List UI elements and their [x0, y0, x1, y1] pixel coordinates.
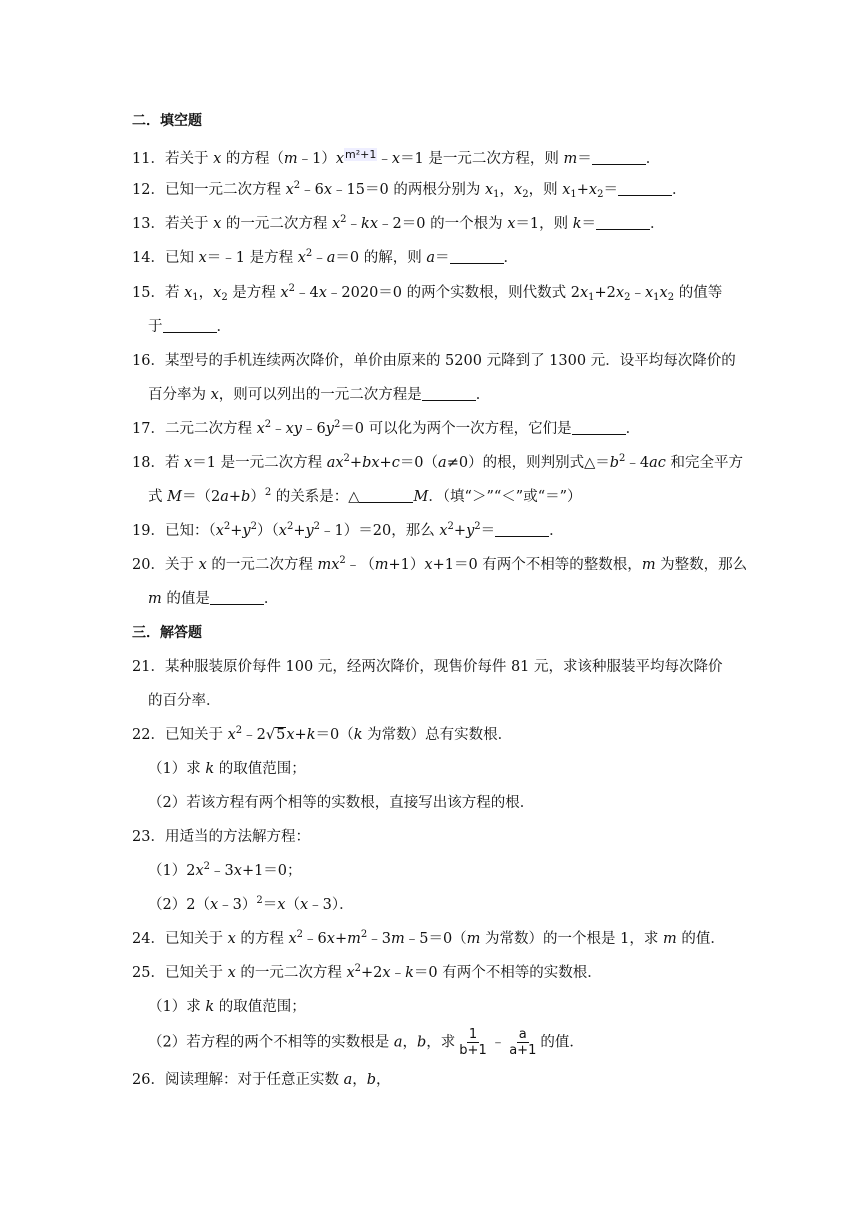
text-segment: 16． [132, 353, 165, 369]
text-segment: 式 [148, 489, 168, 505]
text-segment: 若关于 [164, 216, 214, 232]
text-segment: x [233, 863, 242, 879]
text-segment: 阅读理解：对于任意正实数 [164, 1072, 344, 1088]
text-segment: 的取值范围； [214, 999, 306, 1015]
answer-blank [359, 488, 413, 503]
question-16-cont [148, 385, 490, 405]
text-segment: m [563, 151, 578, 167]
text-segment: + [379, 455, 392, 471]
text-segment: 21． [132, 659, 165, 675]
text-segment: 已知：（ [164, 523, 216, 539]
text-segment: k [306, 727, 316, 743]
text-segment: 1 [192, 292, 199, 303]
text-segment: m [347, 931, 361, 947]
text-segment: +1＝0； [241, 863, 302, 879]
text-segment: y [305, 523, 314, 539]
text-segment: ＝（2 [181, 489, 221, 505]
text-segment: x [213, 151, 222, 167]
text-segment: x [297, 250, 306, 266]
text-segment: 2 [474, 521, 481, 532]
section-title-fill-in [132, 111, 202, 131]
text-segment: k [361, 216, 370, 232]
text-segment: + [230, 523, 243, 539]
text-segment: （1）2 [148, 863, 196, 879]
question-20 [132, 555, 747, 575]
text-segment: + [294, 727, 307, 743]
question-11 [132, 145, 660, 169]
answer-blank [450, 249, 504, 264]
text-segment: y [242, 523, 251, 539]
text-segment: 百分率为 [148, 387, 211, 403]
text-segment: （2）若方程的两个不相等的实数根是 [148, 1034, 394, 1051]
text-segment: bx [362, 455, 380, 471]
text-segment: x [331, 216, 341, 232]
text-segment: m [148, 591, 162, 607]
question-23-part-1 [148, 861, 302, 881]
text-segment: k [405, 965, 414, 981]
text-segment: x [507, 216, 516, 232]
text-segment: 1 [468, 1027, 478, 1042]
question-17 [132, 419, 640, 439]
text-segment: a [326, 250, 336, 266]
text-segment: ．（填“＞”“＜”或“＝”） [428, 489, 582, 505]
question-23 [132, 827, 310, 847]
text-segment: x [256, 421, 265, 437]
text-segment: ﹣3） [218, 897, 257, 913]
text-segment: ＝ [603, 182, 618, 198]
text-segment: ． [503, 250, 519, 266]
text-segment: x [209, 897, 219, 913]
text-segment: ﹣2＝0 的一个根为 [378, 216, 508, 232]
text-segment: x [615, 285, 625, 301]
text-segment: a [426, 250, 436, 266]
text-segment: 18． [132, 455, 165, 471]
text-segment: x [210, 387, 219, 403]
text-segment: 2 [447, 521, 454, 532]
answer-blank [495, 522, 549, 537]
text-segment: 25． [132, 965, 165, 981]
text-segment: x [288, 931, 297, 947]
text-segment: 的关系是：△ [271, 489, 360, 505]
text-segment: 二元二次方程 [164, 421, 257, 437]
text-segment: 20． [132, 557, 165, 573]
text-segment: x [514, 182, 523, 198]
text-segment: x [184, 285, 193, 301]
text-segment: 用适当的方法解方程： [164, 829, 310, 845]
text-segment: x [280, 285, 289, 301]
text-segment: + [453, 523, 467, 539]
question-20-cont [148, 589, 278, 609]
text-segment: 的方程 [235, 931, 289, 947]
section-title-answer [132, 623, 202, 643]
text-segment: ＝ [581, 216, 597, 232]
question-15 [132, 283, 722, 303]
text-segment: x [644, 285, 654, 301]
text-segment: 为整数，那么 [655, 557, 748, 573]
text-segment: x [326, 931, 335, 947]
text-segment: ＝0 的解，则 [335, 250, 427, 266]
text-segment: k [572, 216, 582, 232]
text-segment: + [576, 182, 589, 198]
text-segment: x [215, 523, 224, 539]
text-segment: ﹣3）． [308, 897, 354, 913]
text-segment: 2 [667, 292, 675, 303]
text-segment: M [167, 489, 182, 505]
text-segment: 23． [132, 829, 165, 845]
text-segment: a [518, 1027, 527, 1042]
text-segment: m [466, 931, 481, 947]
text-segment: 若关于 [164, 151, 214, 167]
text-segment: x [299, 897, 309, 913]
text-segment: ﹣ [271, 421, 286, 437]
text-segment: ． [645, 151, 661, 167]
text-segment: a [393, 1034, 403, 1051]
answer-blank [618, 181, 672, 196]
text-segment: 1 [653, 292, 660, 303]
text-segment: ． [625, 421, 641, 437]
text-segment: 已知 [164, 250, 199, 266]
text-segment: ＝ [480, 523, 496, 539]
text-segment: ﹣6 [300, 182, 324, 198]
text-segment: y [466, 523, 475, 539]
section-title-text: 二．填空题 [132, 113, 202, 129]
text-segment: 于 [148, 319, 163, 335]
text-segment: 的百分率． [148, 693, 221, 709]
text-segment: ﹣2 [242, 727, 266, 743]
text-segment: m [374, 557, 389, 573]
answer-blank [422, 386, 476, 401]
text-segment: x [439, 523, 448, 539]
text-segment: x [588, 182, 598, 198]
text-segment: ﹣ [630, 285, 645, 301]
text-segment: ＝ [435, 250, 450, 266]
text-segment: x [285, 182, 294, 198]
text-segment: ＝1 是一元二次方程，则 [400, 151, 564, 167]
text-segment: ， [198, 285, 214, 301]
text-segment: 为常数）总有实数根． [362, 727, 513, 743]
text-segment: 12． [132, 182, 165, 198]
question-25 [132, 963, 602, 983]
text-segment: ﹣6 [303, 931, 327, 947]
text-segment: +2 [361, 965, 383, 981]
text-segment: x [213, 285, 222, 301]
text-segment: b [366, 1072, 377, 1088]
text-segment: ﹣ [390, 965, 406, 981]
text-segment: ﹣4 [294, 285, 319, 301]
text-segment: 的值等 [674, 285, 723, 301]
text-segment: x [198, 250, 207, 266]
text-segment: 2 [293, 180, 301, 191]
exponent-image: m²+1 [345, 148, 377, 161]
text-segment: x [318, 285, 327, 301]
text-segment: 和完全平方 [665, 455, 744, 471]
text-segment: 某型号的手机连续两次降价，单价由原来的 5200 元降到了 1300 元．设平均每次降价的 [164, 353, 736, 369]
text-segment: 2 [354, 963, 362, 974]
text-segment: （2）若该方程有两个相等的实数根，直接写出该方程的根． [148, 795, 535, 811]
text-segment: 2 [203, 861, 211, 872]
text-segment: ． [216, 319, 231, 335]
text-segment: 17． [132, 421, 165, 437]
text-segment: 15． [132, 285, 165, 301]
text-segment: m [390, 931, 405, 947]
text-segment: x [562, 182, 571, 198]
text-segment: 1 [493, 189, 500, 200]
text-segment: b [241, 489, 251, 505]
text-segment: 2 [264, 419, 272, 430]
text-segment: 已知关于 [164, 931, 228, 947]
text-segment: 2 [313, 521, 321, 532]
text-segment: 1 [588, 292, 595, 303]
text-segment: 的取值范围； [214, 761, 306, 777]
text-segment: ≠0）的根，则判别式△＝ [446, 455, 610, 471]
answer-blank [210, 590, 264, 605]
text-segment: 2 [305, 248, 313, 259]
text-segment: 2 [360, 929, 368, 940]
answer-blank [572, 420, 626, 435]
question-23-part-2 [148, 895, 354, 915]
text-segment: ＝0 有两个不相等的实数根． [413, 965, 602, 981]
question-22-part-2 [148, 793, 534, 813]
question-19 [132, 521, 564, 541]
text-segment: 2 [264, 487, 272, 498]
text-segment: k [205, 761, 215, 777]
text-segment: k [353, 727, 363, 743]
answer-blank [163, 318, 217, 333]
text-segment: + [349, 455, 363, 471]
text-segment: x [213, 216, 222, 232]
text-segment: 26． [132, 1072, 165, 1088]
text-segment: ， [499, 182, 515, 198]
text-segment: 19． [132, 523, 165, 539]
text-segment: m [283, 151, 298, 167]
text-segment: M [413, 489, 429, 505]
text-segment: 若 [164, 455, 185, 471]
section-title-text: 三．解答题 [132, 625, 202, 641]
question-22 [132, 725, 512, 745]
question-22-part-1 [148, 759, 306, 779]
text-segment: ． [650, 216, 665, 232]
text-segment: （2）2（ [148, 897, 210, 913]
text-segment: ． [549, 523, 564, 539]
text-segment: ＝1，则 [515, 216, 573, 232]
question-25-part-1 [148, 997, 306, 1017]
text-segment: +1） [388, 557, 425, 573]
text-segment: ﹣（ [345, 557, 375, 573]
text-segment: 2 [296, 929, 304, 940]
text-segment: 某种服装原价每件 100 元，经两次降价，现售价每件 81 元，求该种服装平均每次降价 [164, 659, 723, 675]
text-segment: ， [352, 1072, 367, 1088]
text-segment: ＝﹣1 是方程 [206, 250, 298, 266]
text-segment: x [195, 863, 204, 879]
text-segment: ﹣3 [210, 863, 234, 879]
text-segment: + [334, 931, 348, 947]
text-segment: b+1 [459, 1043, 487, 1058]
text-segment: ﹣ [312, 250, 327, 266]
text-segment: 的值． [540, 1034, 584, 1051]
text-segment: 13． [132, 216, 165, 232]
text-segment: 1 [570, 189, 577, 200]
answer-blank [592, 150, 646, 165]
text-segment: ， [376, 1072, 391, 1088]
question-12 [132, 180, 686, 200]
text-segment: ﹣15＝0 的两根分别为 [332, 182, 485, 198]
text-segment: ， [402, 1034, 417, 1051]
text-segment: + [228, 489, 242, 505]
text-segment: 的值是 [161, 591, 210, 607]
text-segment: ＝0（ [399, 455, 439, 471]
text-segment: 的一元二次方程 [221, 216, 332, 232]
question-15-cont [148, 317, 231, 337]
text-segment: （ [285, 897, 300, 913]
text-segment: 2 [288, 283, 295, 294]
sqrt-symbol: √ [265, 727, 276, 743]
text-segment: a+1 [509, 1043, 537, 1058]
text-segment: x [382, 965, 391, 981]
text-segment: 已知关于 [164, 965, 228, 981]
text-segment: ）（ [257, 523, 279, 539]
text-segment: 2 [333, 419, 341, 430]
text-segment: x [277, 897, 286, 913]
text-segment: （1）求 [148, 761, 206, 777]
text-segment: ﹣ [346, 216, 362, 232]
question-26 [132, 1070, 391, 1090]
text-segment: 关于 [164, 557, 199, 573]
text-segment: ﹣2020＝0 的两个实数根，则代数式 2 [326, 285, 580, 301]
text-segment: x [184, 455, 193, 471]
text-segment: a [438, 455, 447, 471]
text-segment: m [662, 931, 677, 947]
question-21-cont [148, 691, 221, 711]
text-segment: 的方程（ [221, 151, 284, 167]
text-segment: ﹣ [490, 1034, 506, 1051]
text-segment: 2 [597, 189, 604, 200]
text-segment: b [417, 1034, 427, 1051]
text-segment: x [484, 182, 494, 198]
text-segment: ﹣6 [302, 421, 326, 437]
text-segment: ﹣ [377, 151, 392, 167]
text-segment: 2 [340, 214, 347, 225]
text-segment: （1）求 [148, 999, 206, 1015]
text-segment: x [286, 727, 295, 743]
question-13 [132, 214, 665, 234]
text-segment: +2 [594, 285, 616, 301]
question-16 [132, 351, 736, 371]
text-segment: ． [263, 591, 279, 607]
text-segment: 14． [132, 250, 165, 266]
text-segment: b [609, 455, 620, 471]
text-segment: x [369, 216, 379, 232]
text-segment: ＝ [262, 897, 278, 913]
text-segment: x [346, 965, 355, 981]
radicand: 5 [276, 727, 286, 743]
text-segment: ＝ [577, 151, 592, 167]
text-segment: x [424, 557, 433, 573]
text-segment: ＝0（ [315, 727, 354, 743]
text-segment: ，则 [528, 182, 563, 198]
text-segment: 2 [286, 521, 294, 532]
text-segment: 2 [343, 453, 350, 464]
text-segment: a [343, 1072, 353, 1088]
text-segment: ） [250, 489, 265, 505]
text-segment: 2 [223, 521, 231, 532]
text-segment: m [641, 557, 656, 573]
question-21 [132, 657, 723, 677]
question-14 [132, 248, 518, 268]
text-segment: x [278, 523, 287, 539]
question-18-cont [148, 487, 582, 507]
text-segment: x [227, 727, 236, 743]
text-segment: x [323, 182, 333, 198]
text-segment: 2 [221, 292, 228, 303]
question-18 [132, 453, 743, 473]
text-segment: a [220, 489, 229, 505]
text-segment: +1＝0 有两个不相等的整数根， [432, 557, 642, 573]
fraction-1-over-b-plus-1 [457, 1027, 488, 1058]
text-segment: y [325, 421, 334, 437]
text-segment: ﹣1） [297, 151, 336, 167]
text-segment: 2 [624, 292, 631, 303]
fraction-a-over-a-plus-1 [507, 1027, 538, 1058]
text-segment: 是方程 [227, 285, 281, 301]
text-segment: ，求 [426, 1034, 456, 1051]
text-segment: x [227, 965, 236, 981]
text-segment: 2 [619, 453, 626, 464]
text-segment: ，则可以列出的一元二次方程是 [218, 387, 422, 403]
question-24 [132, 929, 725, 949]
text-segment: 若 [164, 285, 185, 301]
text-segment: x [391, 151, 401, 167]
text-segment: x [335, 151, 345, 167]
text-segment: ＝0 可以化为两个一次方程，它们是 [340, 421, 572, 437]
text-segment: xy [285, 421, 302, 437]
text-segment: x [659, 285, 668, 301]
text-segment: 22． [132, 727, 165, 743]
text-segment: mx [317, 557, 340, 573]
text-segment: 11． [132, 151, 165, 167]
text-segment: ﹣3 [367, 931, 391, 947]
text-segment: ． [671, 182, 687, 198]
text-segment: ﹣5＝0（ [404, 931, 467, 947]
text-segment: 已知关于 [164, 727, 228, 743]
text-segment: 的一元二次方程 [206, 557, 318, 573]
text-segment: 2 [256, 895, 263, 906]
question-25-part-2 [148, 1027, 584, 1058]
text-segment: x [198, 557, 207, 573]
text-segment: 为常数）的一个根是 1，求 [480, 931, 663, 947]
text-segment: ac [649, 455, 666, 471]
text-segment: ﹣4 [625, 455, 650, 471]
text-segment: k [205, 999, 215, 1015]
text-segment: 的一元二次方程 [235, 965, 347, 981]
text-segment: 2 [522, 189, 529, 200]
answer-blank [596, 215, 650, 230]
text-segment: 2 [250, 521, 257, 532]
text-segment: 2 [339, 555, 346, 566]
text-segment: ax [326, 455, 344, 471]
text-segment: ． [475, 387, 491, 403]
text-segment: 的值． [676, 931, 725, 947]
text-segment: 已知一元二次方程 [164, 182, 286, 198]
text-segment: + [293, 523, 306, 539]
text-segment: x [227, 931, 236, 947]
text-segment: 24． [132, 931, 165, 947]
text-segment: ﹣1）＝20，那么 [320, 523, 440, 539]
text-segment: ＝1 是一元二次方程 [192, 455, 327, 471]
text-segment: c [391, 455, 400, 471]
text-segment: x [579, 285, 589, 301]
text-segment: 2 [235, 725, 243, 736]
